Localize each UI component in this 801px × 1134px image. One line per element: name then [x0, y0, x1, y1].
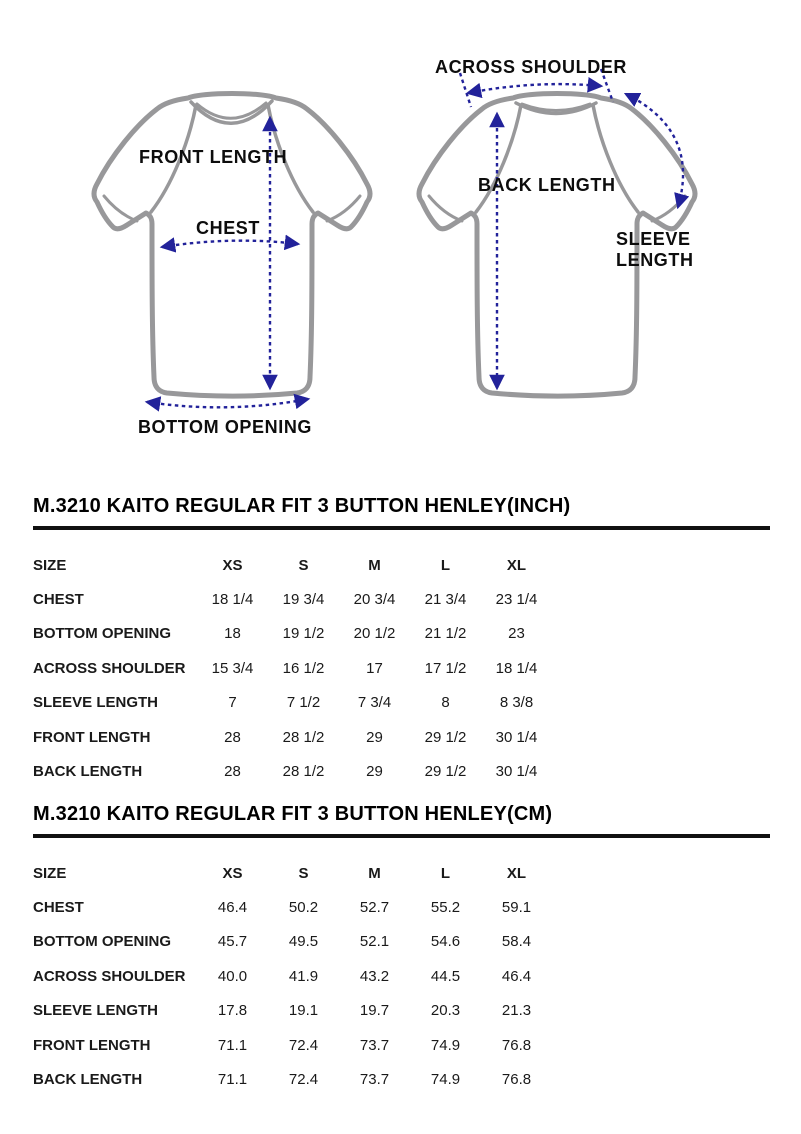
size-column-header: L — [440, 864, 451, 882]
size-value-cell: 19.1 — [288, 1002, 319, 1020]
size-value-cell: 40.0 — [217, 967, 248, 985]
measurement-diagram — [0, 0, 801, 480]
table-title-inch: M.3210 KAITO REGULAR FIT 3 BUTTON HENLEY(INCH) — [33, 495, 571, 517]
size-column-header: M — [368, 556, 381, 574]
size-value-cell: 30 1/4 — [495, 728, 538, 746]
size-value-cell: 41.9 — [288, 967, 319, 985]
measurement-label: BACK LENGTH — [33, 1071, 143, 1089]
size-value-cell: 30 1/4 — [495, 763, 538, 781]
measurement-label: SLEEVE LENGTH — [33, 694, 159, 712]
measurement-label: CHEST — [33, 591, 84, 609]
sleeve-length-label — [616, 229, 694, 271]
size-header: SIZE — [33, 864, 67, 882]
back-length-label: BACK LENGTH — [478, 175, 616, 195]
table-row — [33, 582, 773, 616]
size-value-cell: 17 — [366, 659, 383, 677]
size-column-header: L — [440, 556, 451, 574]
size-value-cell: 20 1/2 — [353, 625, 396, 643]
measurement-label: ACROSS SHOULDER — [33, 659, 186, 677]
size-value-cell: 71.1 — [217, 1071, 248, 1089]
title-rule — [33, 526, 770, 530]
table-row — [33, 754, 773, 788]
size-value-cell: 46.4 — [217, 899, 248, 917]
measurement-label: BOTTOM OPENING — [33, 625, 172, 643]
size-value-cell: 19 3/4 — [282, 591, 325, 609]
size-value-cell: 45.7 — [217, 933, 248, 951]
size-value-cell: 76.8 — [501, 1036, 532, 1054]
size-value-cell: 50.2 — [288, 899, 319, 917]
size-value-cell: 74.9 — [430, 1071, 461, 1089]
size-value-cell: 28 — [224, 728, 241, 746]
size-value-cell: 28 1/2 — [282, 728, 325, 746]
size-value-cell: 29 — [366, 763, 383, 781]
size-column-header: S — [298, 556, 309, 574]
size-value-cell: 15 3/4 — [211, 659, 254, 677]
across-shoulder-label: ACROSS SHOULDER — [434, 57, 627, 77]
table-header-row — [33, 548, 773, 582]
bottom-opening-arrow — [147, 399, 308, 407]
size-value-cell: 20 3/4 — [353, 591, 396, 609]
size-value-cell: 29 1/2 — [424, 763, 467, 781]
size-value-cell: 21.3 — [501, 1002, 532, 1020]
measurement-label: FRONT LENGTH — [33, 728, 151, 746]
size-value-cell: 7 3/4 — [357, 694, 392, 712]
size-value-cell: 74.9 — [430, 1036, 461, 1054]
size-value-cell: 72.4 — [288, 1036, 319, 1054]
sleeve-length-line2: LENGTH — [616, 250, 694, 270]
size-value-cell: 7 1/2 — [286, 694, 321, 712]
table-row — [33, 890, 773, 924]
size-value-cell: 52.7 — [359, 899, 390, 917]
size-value-cell: 18 — [224, 625, 241, 643]
size-value-cell: 73.7 — [359, 1071, 390, 1089]
size-value-cell: 59.1 — [501, 899, 532, 917]
size-value-cell: 76.8 — [501, 1071, 532, 1089]
table-row — [33, 651, 773, 685]
table-row — [33, 1062, 773, 1096]
measurement-label: BACK LENGTH — [33, 763, 143, 781]
size-table-inch — [33, 494, 773, 789]
size-value-cell: 16 1/2 — [282, 659, 325, 677]
chest-label: CHEST — [196, 218, 261, 238]
size-value-cell: 21 1/2 — [424, 625, 467, 643]
sleeve-length-line1: SLEEVE — [616, 229, 691, 249]
size-value-cell: 52.1 — [359, 933, 390, 951]
table-row — [33, 720, 773, 754]
size-value-cell: 19 1/2 — [282, 625, 325, 643]
size-column-header: XS — [222, 556, 243, 574]
size-value-cell: 23 1/4 — [495, 591, 538, 609]
measurement-label: CHEST — [33, 899, 84, 917]
bottom-opening-label: BOTTOM OPENING — [137, 417, 313, 437]
measurement-label: ACROSS SHOULDER — [33, 967, 186, 985]
size-value-cell: 44.5 — [430, 967, 461, 985]
size-value-cell: 72.4 — [288, 1071, 319, 1089]
table-row — [33, 925, 773, 959]
table-title-cm: M.3210 KAITO REGULAR FIT 3 BUTTON HENLEY(CM) — [33, 803, 553, 825]
size-value-cell: 8 — [441, 694, 450, 712]
size-value-cell: 55.2 — [430, 899, 461, 917]
front-length-label: FRONT LENGTH — [139, 147, 288, 167]
size-value-cell: 28 1/2 — [282, 763, 325, 781]
size-value-cell: 18 1/4 — [211, 591, 254, 609]
measurement-label: BOTTOM OPENING — [33, 933, 172, 951]
size-value-cell: 71.1 — [217, 1036, 248, 1054]
size-header: SIZE — [33, 556, 67, 574]
size-value-cell: 7 — [228, 694, 237, 712]
size-value-cell: 54.6 — [430, 933, 461, 951]
size-value-cell: 73.7 — [359, 1036, 390, 1054]
table-row — [33, 686, 773, 720]
size-value-cell: 43.2 — [359, 967, 390, 985]
table-row — [33, 617, 773, 651]
size-column-header: S — [298, 864, 309, 882]
size-value-cell: 20.3 — [430, 1002, 461, 1020]
table-header-row — [33, 856, 773, 890]
size-value-cell: 8 3/8 — [499, 694, 534, 712]
across-shoulder-tick-left — [460, 73, 471, 107]
title-rule — [33, 834, 770, 838]
size-value-cell: 17 1/2 — [424, 659, 467, 677]
size-column-header: M — [368, 864, 381, 882]
table-row — [33, 959, 773, 993]
size-value-cell: 46.4 — [501, 967, 532, 985]
across-shoulder-arrow — [468, 84, 601, 93]
size-value-cell: 49.5 — [288, 933, 319, 951]
measurement-label: SLEEVE LENGTH — [33, 1002, 159, 1020]
table-row — [33, 994, 773, 1028]
table-row — [33, 1028, 773, 1062]
size-value-cell: 23 — [508, 625, 525, 643]
tshirt-front-outline — [94, 94, 370, 397]
size-value-cell: 58.4 — [501, 933, 532, 951]
measurement-label: FRONT LENGTH — [33, 1036, 151, 1054]
size-value-cell: 21 3/4 — [424, 591, 467, 609]
size-table-cm — [33, 802, 773, 1097]
size-value-cell: 29 1/2 — [424, 728, 467, 746]
size-column-header: XL — [506, 556, 527, 574]
size-value-cell: 29 — [366, 728, 383, 746]
size-value-cell: 18 1/4 — [495, 659, 538, 677]
size-column-header: XS — [222, 864, 243, 882]
size-value-cell: 19.7 — [359, 1002, 390, 1020]
size-value-cell: 28 — [224, 763, 241, 781]
size-column-header: XL — [506, 864, 527, 882]
size-value-cell: 17.8 — [217, 1002, 248, 1020]
